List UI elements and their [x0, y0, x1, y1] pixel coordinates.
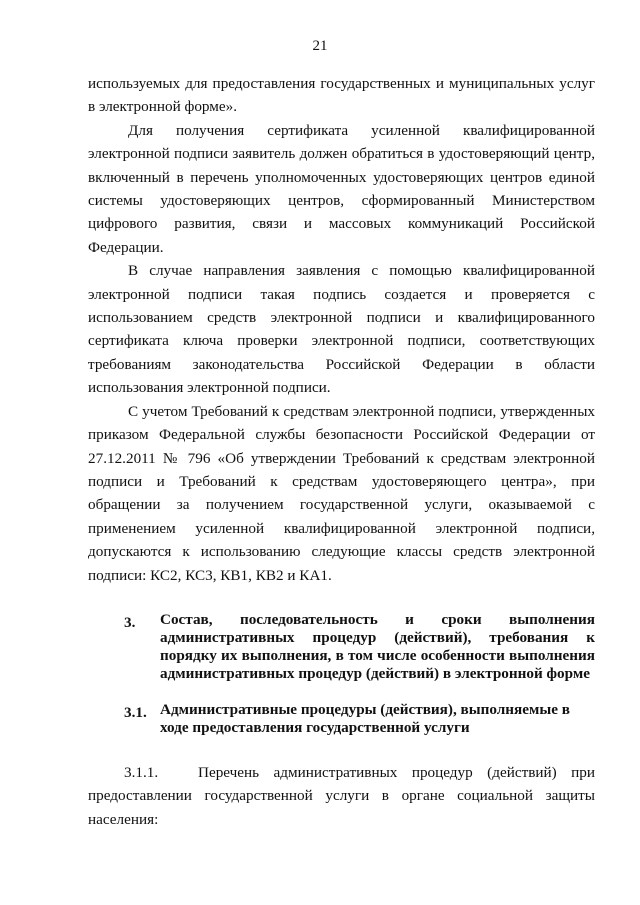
- document-body: [88, 72, 595, 831]
- section-3-1-1-number: 3.1.1.: [124, 763, 159, 781]
- section-3-heading: [88, 611, 595, 683]
- section-3-1-number: 3.1.: [124, 703, 147, 721]
- section-3-title: Состав, последовательность и сроки выполнения административных процедур (действий), требования к порядку их выполнения, в том числе особенности выполнения административных процедур (действий) в электронной форме: [160, 610, 595, 682]
- section-3-1-1-text: Перечень административных процедур (действий) при предоставлении государственной услуги в органе социальной защиты населения:: [88, 763, 595, 828]
- paragraph-signature-verification: В случае направления заявления с помощью квалифицированной электронной подписи такая подпись создается и проверяется с использованием средств электронной подписи и квалифицированного сертификата ключа проверки электронной подписи, соответствующих требованиям законодательства Российской Федерации в области использования электронной подписи.: [88, 262, 595, 397]
- section-3-number: 3.: [124, 613, 136, 631]
- section-3-1-1-paragraph: [88, 761, 595, 831]
- paragraph-signature-classes: С учетом Требований к средствам электронной подписи, утвержденных приказом Федеральной службы безопасности Российской Федерации от 27.12.2011 № 796 «Об утверждении Требований к средствам электронной подписи и Требований к средствам удостоверяющего центра», при обращении за получением государственной услуги, оказываемой с применением усиленной квалифицированной электронной подписи, допускаются к использованию следующие классы средств электронной подписи: КС2, КС3, КВ1, КВ2 и КА1.: [88, 402, 595, 584]
- section-3-1-heading: [88, 701, 595, 737]
- paragraph-certificate: Для получения сертификата усиленной квалифицированной электронной подписи заявитель должен обратиться в удостоверяющий центр, включенный в перечень уполномоченных удостоверяющих центров единой системы удостоверяющих центров, сформированный Министерством цифрового развития, связи и массовых коммуникаций Российской Федерации.: [88, 121, 595, 256]
- section-3-1-title: Административные процедуры (действия), выполняемые в ходе предоставления государственной услуги: [160, 700, 570, 736]
- paragraph-continuation: используемых для предоставления государственных и муниципальных услуг в электронной форме».: [88, 75, 595, 116]
- page-number: 21: [312, 38, 328, 54]
